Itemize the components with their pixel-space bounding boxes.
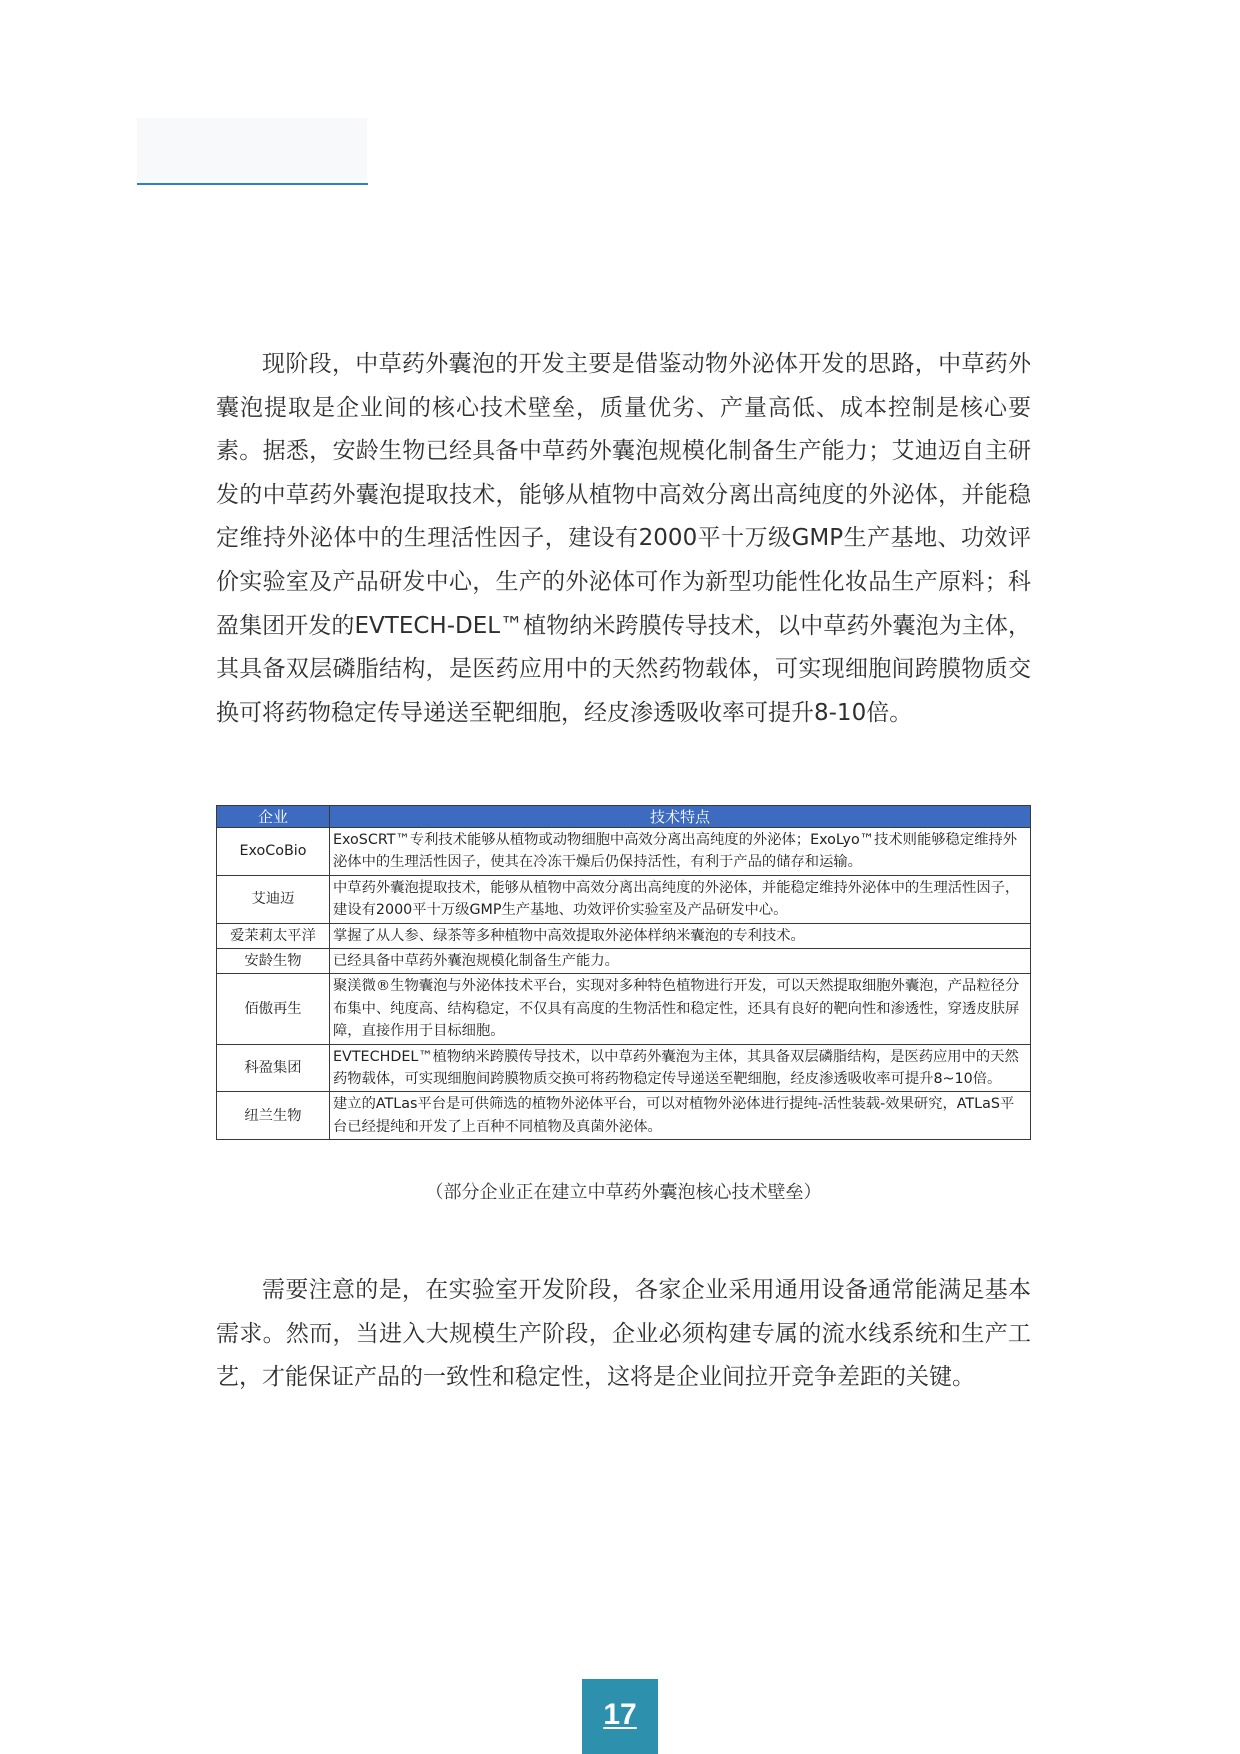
feature-cell: ExoSCRT™专利技术能够从植物或动物细胞中高效分离出高纯度的外泌体；ExoLyo™技术则能够稳定维持外泌体中的生理活性因子，使其在冷冻干燥后仍保持活性，有利于产品的储存和运输。: [330, 828, 1031, 876]
page-number-badge: [582, 1679, 658, 1754]
table-row: [217, 1092, 1031, 1140]
table-row: [217, 828, 1031, 876]
feature-cell: 建立的ATLas平台是可供筛选的植物外泌体平台，可以对植物外泌体进行提纯-活性装载-效果研究，ATLaS平台已经提纯和开发了上百种不同植物及真菌外泌体。: [330, 1092, 1031, 1140]
feature-cell: EVTECHDEL™植物纳米跨膜传导技术，以中草药外囊泡为主体，其具备双层磷脂结构，是医药应用中的天然药物载体，可实现细胞间跨膜物质交换可将药物稳定传导递送至靶细胞，经皮渗透吸收率可提升8~10倍。: [330, 1044, 1031, 1092]
feature-cell: 聚渼微®生物囊泡与外泌体技术平台，实现对多种特色植物进行开发，可以天然提取细胞外囊泡，产品粒径分布集中、纯度高、结构稳定，不仅具有高度的生物活性和稳定性，还具有良好的靶向性和渗透性，穿透皮肤屏障，直接作用于目标细胞。: [330, 974, 1031, 1044]
feature-cell: 掌握了从人参、绿茶等多种植物中高效提取外泌体样纳米囊泡的专利技术。: [330, 923, 1031, 948]
table-header-row: [217, 806, 1031, 828]
company-cell: 爱茉莉太平洋: [217, 923, 330, 948]
column-header-company: 企业: [217, 806, 330, 828]
feature-cell: 中草药外囊泡提取技术，能够从植物中高效分离出高纯度的外泌体，并能稳定维持外泌体中的生理活性因子，建设有2000平十万级GMP生产基地、功效评价实验室及产品研发中心。: [330, 875, 1031, 923]
table-row: [217, 949, 1031, 974]
table-row: [217, 875, 1031, 923]
company-cell: ExoCoBio: [217, 828, 330, 876]
column-header-feature: 技术特点: [330, 806, 1031, 828]
page-number: 17: [603, 1698, 637, 1731]
body-paragraph-1: 现阶段，中草药外囊泡的开发主要是借鉴动物外泌体开发的思路，中草药外囊泡提取是企业间的核心技术壁垒，质量优劣、产量高低、成本控制是核心要素。据悉，安龄生物已经具备中草药外囊泡规模化制备生产能力；艾迪迈自主研发的中草药外囊泡提取技术，能够从植物中高效分离出高纯度的外泌体，并能稳定维持外泌体中的生理活性因子，建设有2000平十万级GMP生产基地、功效评价实验室及产品研发中心，生产的外泌体可作为新型功能性化妆品生产原料；科盈集团开发的EVTECH-DEL™植物纳米跨膜传导技术，以中草药外囊泡为主体，其具备双层磷脂结构，是医药应用中的天然药物载体，可实现细胞间跨膜物质交换可将药物稳定传导递送至靶细胞，经皮渗透吸收率可提升8-10倍。: [216, 351, 1031, 726]
company-cell: 安龄生物: [217, 949, 330, 974]
technology-table: [216, 805, 1031, 1140]
table-row: [217, 1044, 1031, 1092]
table-row: [217, 974, 1031, 1044]
table-caption: （部分企业正在建立中草药外囊泡核心技术壁垒）: [425, 1182, 822, 1203]
header-underline: [137, 183, 368, 185]
header-title-box: [137, 118, 367, 184]
company-cell: 艾迪迈: [217, 875, 330, 923]
company-cell: 科盈集团: [217, 1044, 330, 1092]
company-cell: 佰傲再生: [217, 974, 330, 1044]
body-paragraph-2: 需要注意的是，在实验室开发阶段，各家企业采用通用设备通常能满足基本需求。然而，当进入大规模生产阶段，企业必须构建专属的流水线系统和生产工艺，才能保证产品的一致性和稳定性，这将是企业间拉开竞争差距的关键。: [216, 1277, 1031, 1391]
feature-cell: 已经具备中草药外囊泡规模化制备生产能力。: [330, 949, 1031, 974]
company-cell: 纽兰生物: [217, 1092, 330, 1140]
table-row: [217, 923, 1031, 948]
